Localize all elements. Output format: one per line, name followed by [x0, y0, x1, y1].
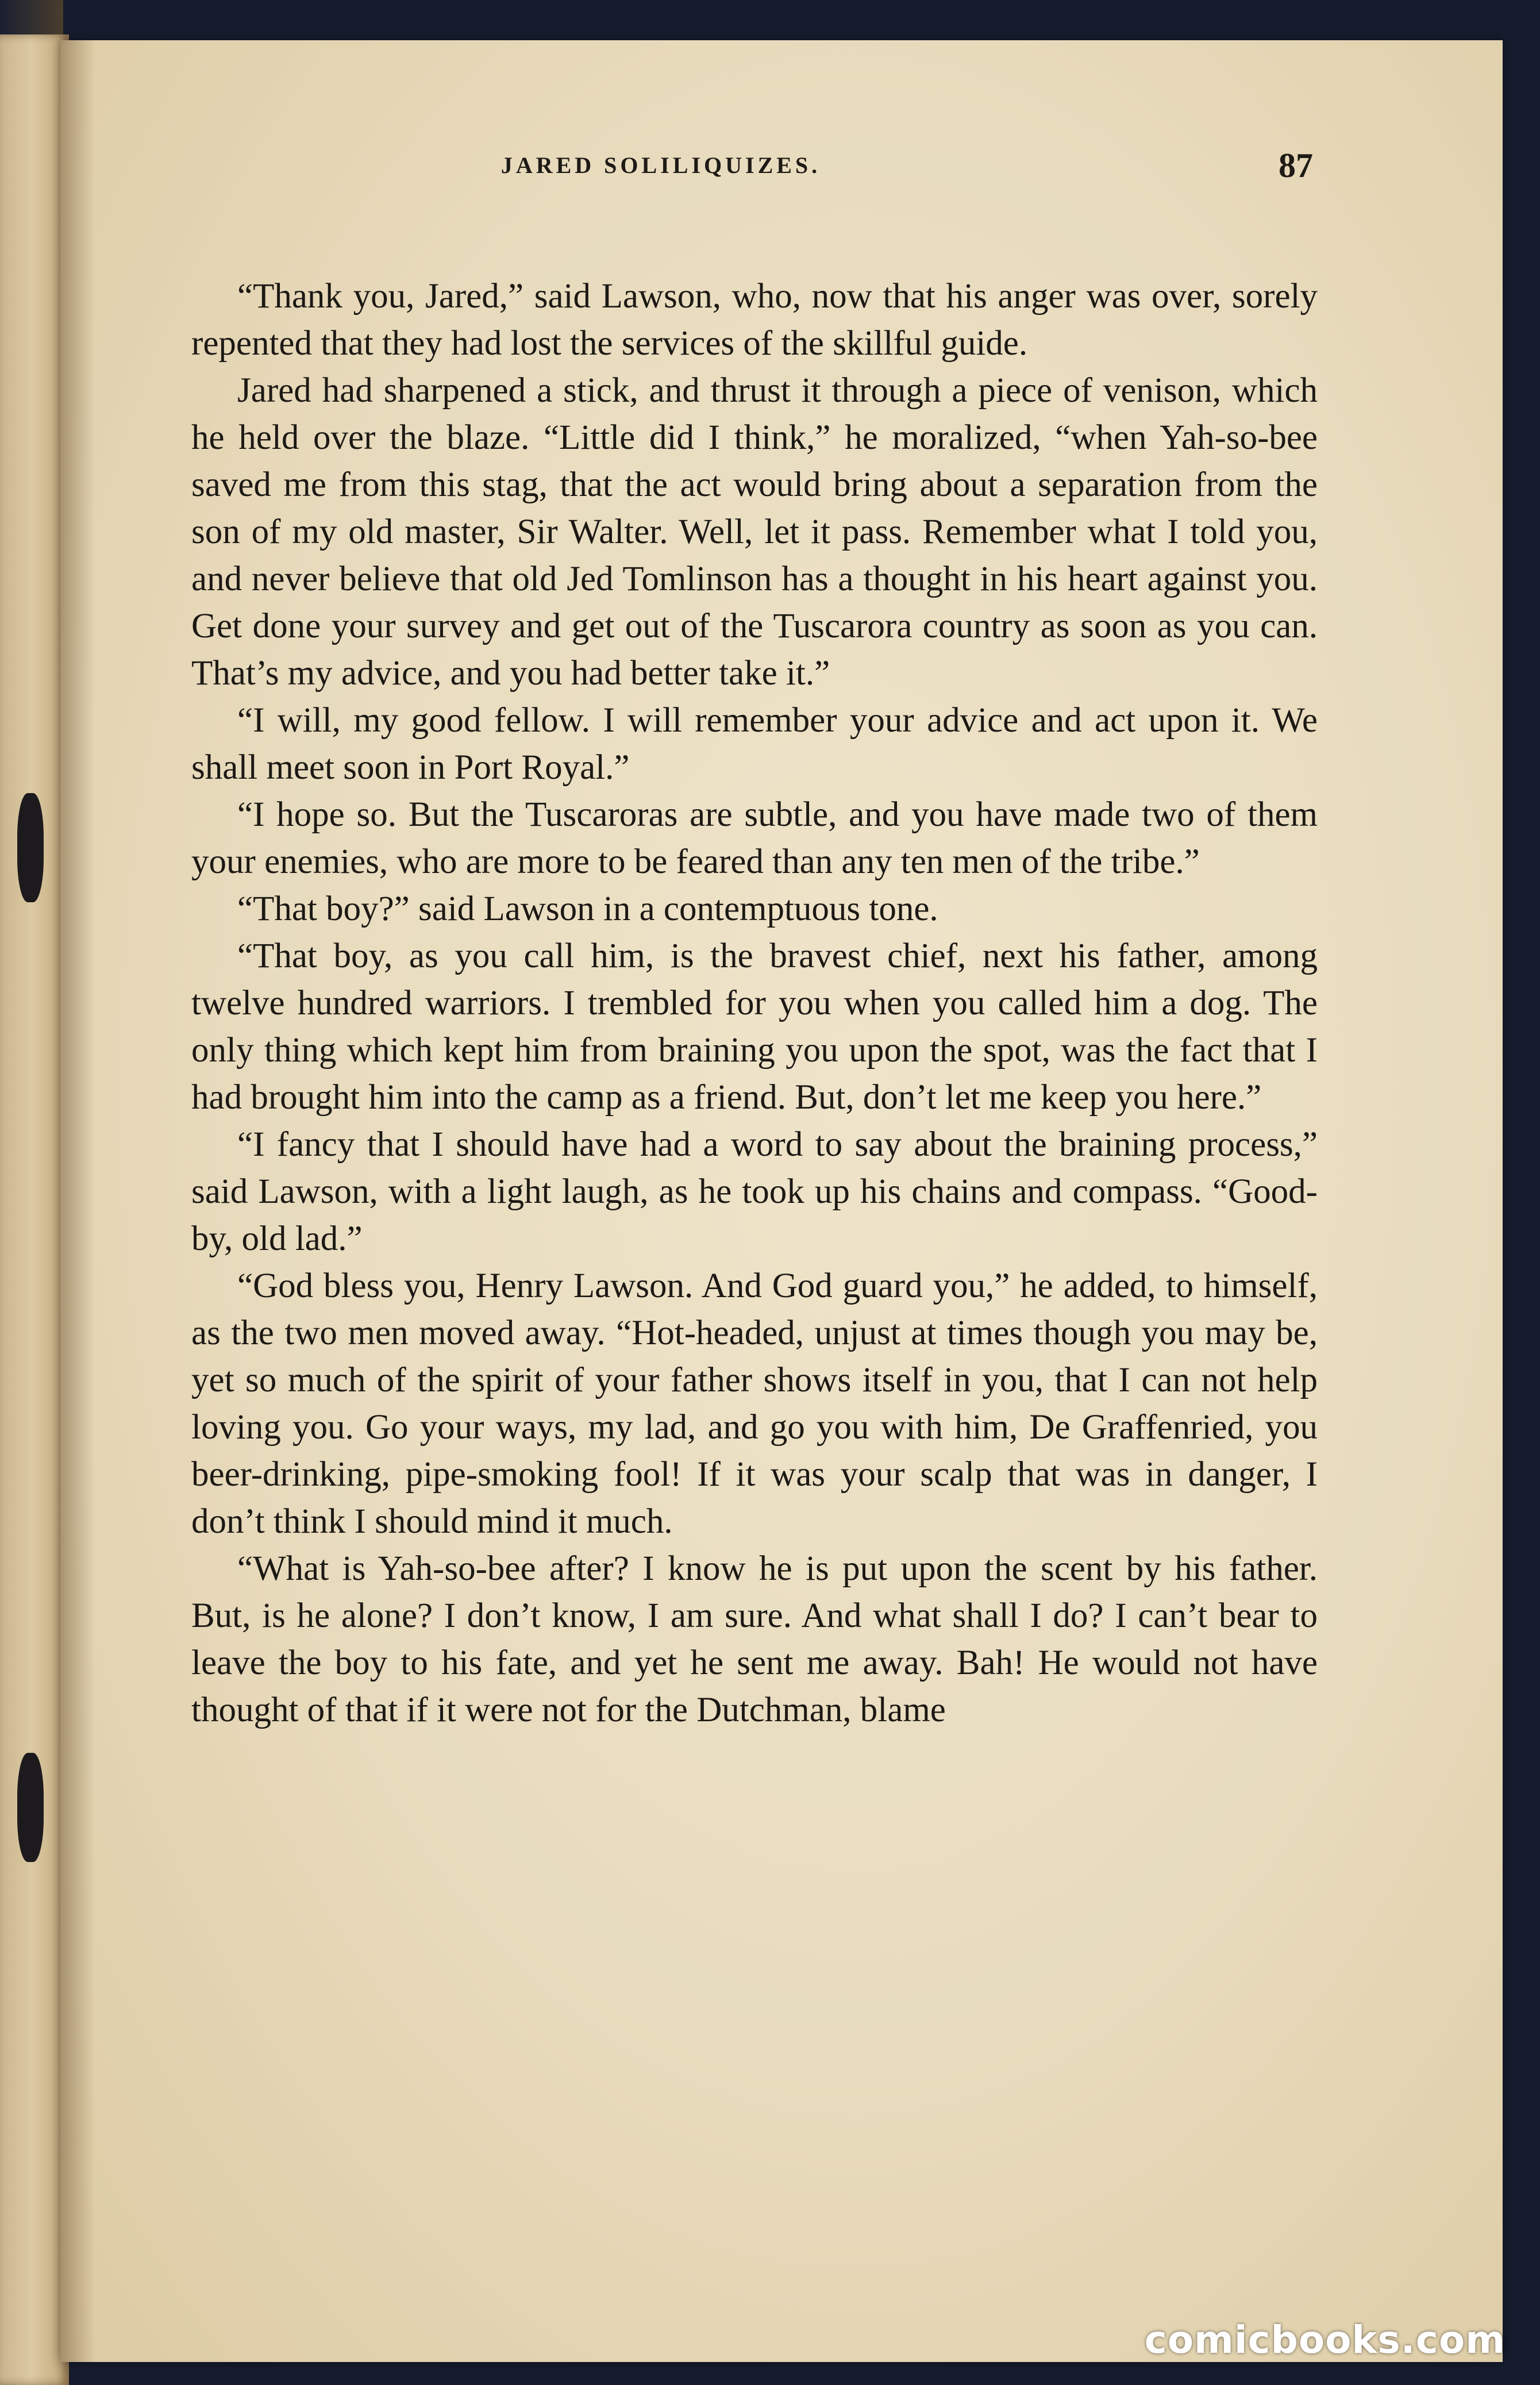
binding-hole	[17, 793, 44, 902]
paragraph: “I fancy that I should have had a word to say about the braining process,” said Lawson, with a light laugh, as he took up his chains and compass. “Good-by, old lad.”	[191, 1125, 1318, 1258]
paragraph: “That boy, as you call him, is the bravest chief, next his father, among twelve hundred warriors. I trembled for you when you called him a dog. The only thing which kept him from braining you upon the spot, was the fact that I had brought him into the camp as a friend. But, don’t let me keep you here.”	[191, 937, 1318, 1117]
page-number: 87	[1279, 147, 1313, 184]
paragraph: “What is Yah-so-bee after? I know he is put upon the scent by his father. But, is he alone? I don’t know, I am sure. And what shall I do? I can’t bear to leave the boy to his fate, and yet he sent me away. Bah! He would not have thought of that if it were not for the Dutchman, blame	[191, 1549, 1318, 1729]
book-spine	[0, 34, 69, 2385]
paragraph: “I hope so. But the Tuscaroras are subtle, and you have made two of them your enemies, who are more to be feared than any ten men of the tribe.”	[191, 795, 1318, 881]
paragraph: Jared had sharpened a stick, and thrust it through a piece of venison, which he held over the blaze. “Little did I think,” he moralized, “when Yah-so-bee saved me from this stag, that the act would bring about a separation from the son of my old master, Sir Walter. Well, let it pass. Remember what I told you, and never believe that old Jed Tomlinson has a thought in his heart against you. Get done your survey and get out of the Tuscarora country as soon as you can. That’s my advice, and you had better take it.”	[191, 371, 1318, 693]
paragraph: “Thank you, Jared,” said Lawson, who, now that his anger was over, sorely repented that they had lost the services of the skillful guide.	[191, 277, 1318, 363]
book-page	[60, 40, 1503, 2362]
source-watermark: comicbooks.com	[1144, 2318, 1506, 2362]
paragraph: “God bless you, Henry Lawson. And God guard you,” he added, to himself, as the two men moved away. “Hot-headed, unjust at times though you may be, yet so much of the spirit of your father shows itself in you, that I can not help loving you. Go your ways, my lad, and go you with him, De Graffenried, you beer-drinking, pipe-smoking fool! If it was your scalp that was in danger, I don’t think I should mind it much.	[191, 1267, 1318, 1541]
paragraph: “That boy?” said Lawson in a contemptuous tone.	[237, 890, 938, 928]
paragraph: “I will, my good fellow. I will remember your advice and act upon it. We shall meet soon in Port Royal.”	[191, 701, 1318, 787]
running-head: JARED SOLILIQUIZES.	[500, 152, 821, 178]
binding-hole	[17, 1753, 44, 1862]
body-text	[191, 273, 1318, 1734]
